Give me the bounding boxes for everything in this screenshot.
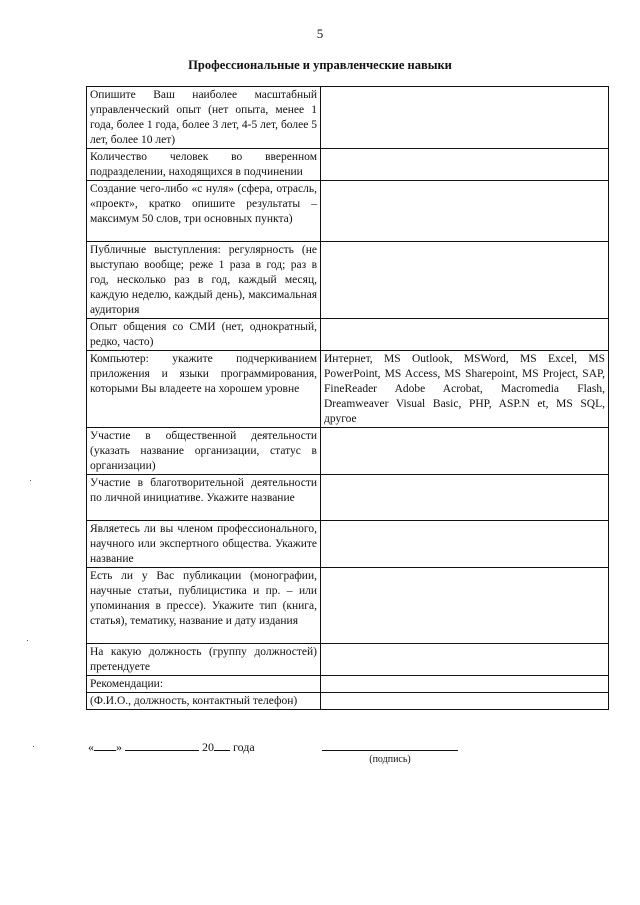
table-row [87, 149, 609, 181]
table-row [87, 644, 609, 676]
answer-cell[interactable] [321, 568, 609, 644]
answer-cell[interactable] [321, 521, 609, 568]
table-row [87, 568, 609, 644]
open-quote: « [88, 740, 94, 754]
table-row [87, 428, 609, 475]
day-blank[interactable] [94, 739, 116, 751]
table-row [87, 693, 609, 710]
table-row [87, 676, 609, 693]
answer-cell[interactable] [321, 181, 609, 242]
section-title: Профессиональные и управленческие навыки [188, 58, 452, 72]
scan-speck [30, 480, 31, 481]
page-number: 5 [316, 26, 324, 41]
recommendations-answer-2[interactable] [321, 693, 609, 710]
year-word: года [233, 740, 255, 754]
answer-cell[interactable] [321, 428, 609, 475]
close-quote: » [116, 740, 122, 754]
answer-cell[interactable] [321, 149, 609, 181]
year-blank[interactable] [214, 739, 230, 751]
question-cell: Участие в общественной деятельности (указать название организации, статус в организации) [87, 428, 321, 475]
question-cell: Есть ли у Вас публикации (монографии, научные статьи, публицистика и пр. – или упоминания в прессе). Укажите тип (книга, статья), тематику, название и дату издания [87, 568, 321, 644]
question-cell: Компьютер: укажите подчеркиванием приложения и языки программирования, которыми Вы владеете на хорошем уровне [87, 351, 321, 428]
software-list[interactable]: Интернет, MS Outlook, MSWord, MS Excel, MS PowerPoint, MS Access, MS Sharepoint, MS Project, SAP, FineReader Adobe Acrobat, Macromedia Flash, Dreamweaver Visual Basic, PHP, ASP.N et, MS SQL, другое [321, 351, 609, 428]
table-row [87, 319, 609, 351]
answer-cell[interactable] [321, 242, 609, 319]
answer-cell[interactable] [321, 319, 609, 351]
question-cell: Опыт общения со СМИ (нет, однократный, редко, часто) [87, 319, 321, 351]
question-cell: Количество человек во вверенном подразделении, находящихся в подчинении [87, 149, 321, 181]
question-cell: Опишите Ваш наиболее масштабный управленческий опыт (нет опыта, менее 1 года, более 1 года, более 3 лет, 4-5 лет, более 5 лет, более 10 лет) [87, 87, 321, 149]
table-row [87, 521, 609, 568]
month-blank[interactable] [125, 739, 199, 751]
recommendations-label: Рекомендации: [87, 676, 321, 693]
question-cell: Являетесь ли вы членом профессионального, научного или экспертного общества. Укажите название [87, 521, 321, 568]
question-cell: Публичные выступления: регулярность (не выступаю вообще; реже 1 раза в год; раз в год, несколько раз в год, каждый месяц, каждую неделю, каждый день), максимальная аудитория [87, 242, 321, 319]
scan-speck [33, 746, 34, 747]
table-row [87, 475, 609, 521]
table-row [87, 351, 609, 428]
date-line [88, 739, 255, 755]
table-row [87, 87, 609, 149]
question-cell: Создание чего-либо «с нуля» (сфера, отрасль, «проект», кратко опишите результаты – максимум 50 слов, три основных пункта) [87, 181, 321, 242]
answer-cell[interactable] [321, 475, 609, 521]
recommendations-answer-1[interactable] [321, 676, 609, 693]
recommendations-hint: (Ф.И.О., должность, контактный телефон) [87, 693, 321, 710]
signature-line[interactable] [322, 750, 458, 751]
signature-caption: (подпись) [369, 754, 411, 765]
question-cell: На какую должность (группу должностей) претендуете [87, 644, 321, 676]
table-row [87, 242, 609, 319]
answer-cell[interactable] [321, 87, 609, 149]
table-row [87, 181, 609, 242]
scan-speck [27, 640, 28, 641]
question-cell: Участие в благотворительной деятельности по личной инициативе. Укажите название [87, 475, 321, 521]
year-prefix: 20 [202, 740, 214, 754]
skills-table [86, 86, 609, 710]
answer-cell[interactable] [321, 644, 609, 676]
